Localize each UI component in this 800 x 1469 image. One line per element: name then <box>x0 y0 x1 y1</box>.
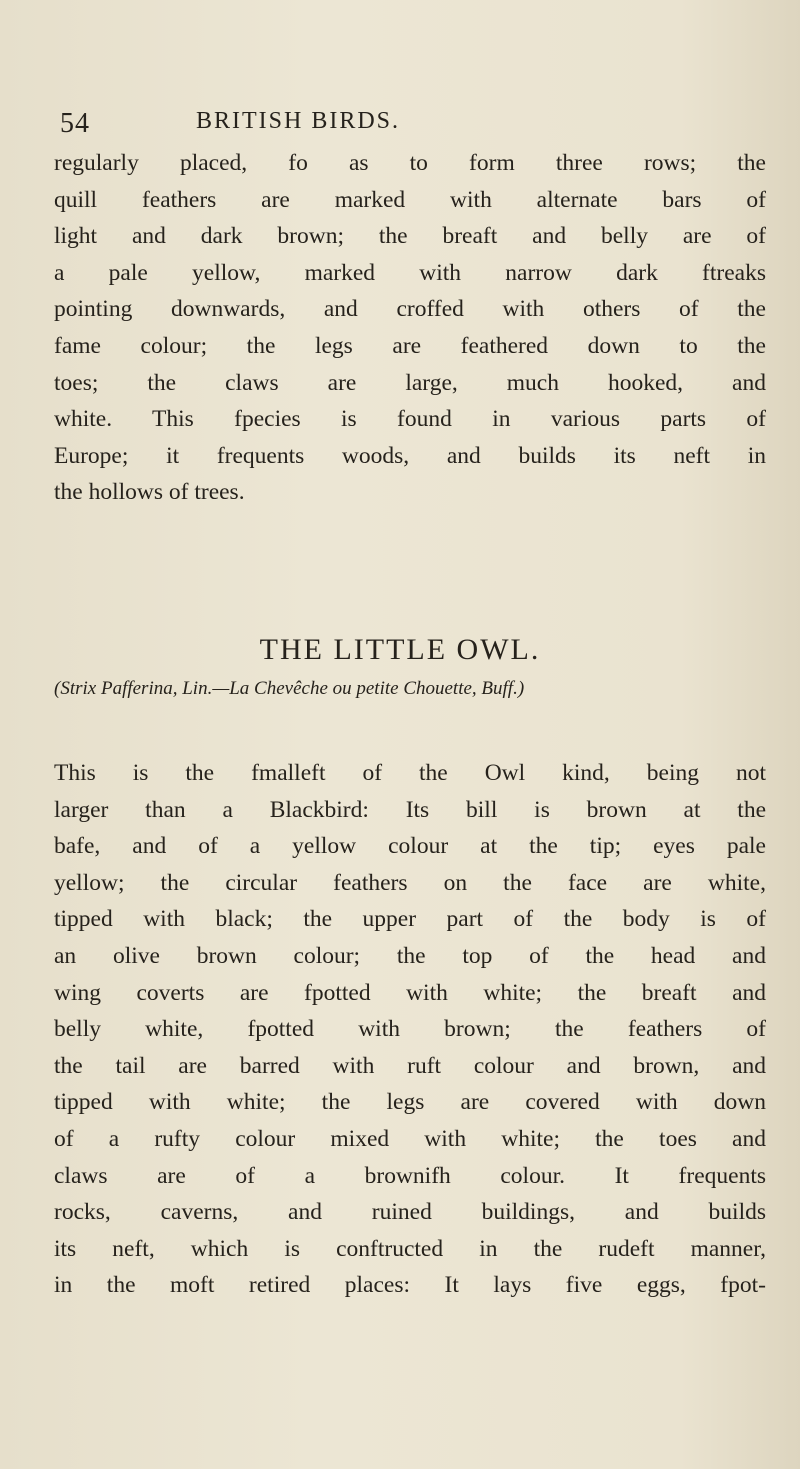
text-line: a pale yellow, marked with narrow dark ftreaks <box>54 259 766 286</box>
text-line: This is the fmalleft of the Owl kind, being not <box>54 760 766 786</box>
page-number: 54 <box>60 108 90 139</box>
text-line: white. This fpecies is found in various parts of <box>54 406 766 433</box>
text-line: larger than a Blackbird: Its bill is brown at the <box>54 796 766 823</box>
text-line: of a rufty colour mixed with white; the toes and <box>54 1125 766 1152</box>
text-line: quill feathers are marked with alternate bars of <box>54 186 766 213</box>
text-line: claws are of a brownifh colour. It frequents <box>54 1162 766 1189</box>
continued-paragraph <box>54 145 766 511</box>
text-line: pointing downwards, and croffed with others of the <box>54 296 766 323</box>
text-line: the tail are barred with ruft colour and brown, and <box>54 1052 766 1079</box>
text-line: bafe, and of a yellow colour at the tip; eyes pale <box>54 833 766 860</box>
text-line: belly white, fpotted with brown; the feathers of <box>54 1016 766 1043</box>
text-line: its neft, which is conftructed in the rudeft manner, <box>54 1235 766 1262</box>
text-line: yellow; the circular feathers on the face are white, <box>54 869 766 896</box>
text-line: an olive brown colour; the top of the head and <box>54 942 766 969</box>
species-synonymy: (Strix Pafferina, Lin.—La Chevêche ou petite Chouette, Buff.) <box>54 678 525 699</box>
page-header <box>60 108 760 148</box>
text-line: regularly placed, fo as to form three rows; the <box>54 150 766 176</box>
text-line: the hollows of trees. <box>54 479 245 506</box>
species-description <box>54 755 766 1304</box>
text-line: rocks, caverns, and ruined buildings, and builds <box>54 1199 766 1226</box>
text-line: wing coverts are fpotted with white; the breaft and <box>54 979 766 1006</box>
section-title: THE LITTLE OWL. <box>259 633 541 666</box>
text-line: Europe; it frequents woods, and builds its neft in <box>54 442 766 469</box>
text-line: in the moft retired places: It lays five eggs, fpot- <box>54 1272 766 1299</box>
text-line: toes; the claws are large, much hooked, and <box>54 369 766 396</box>
running-head: BRITISH BIRDS. <box>196 108 401 134</box>
text-line: light and dark brown; the breaft and belly are of <box>54 223 766 250</box>
text-line: tipped with black; the upper part of the body is of <box>54 906 766 933</box>
text-line: fame colour; the legs are feathered down to the <box>54 332 766 359</box>
text-line: tipped with white; the legs are covered with down <box>54 1089 766 1116</box>
